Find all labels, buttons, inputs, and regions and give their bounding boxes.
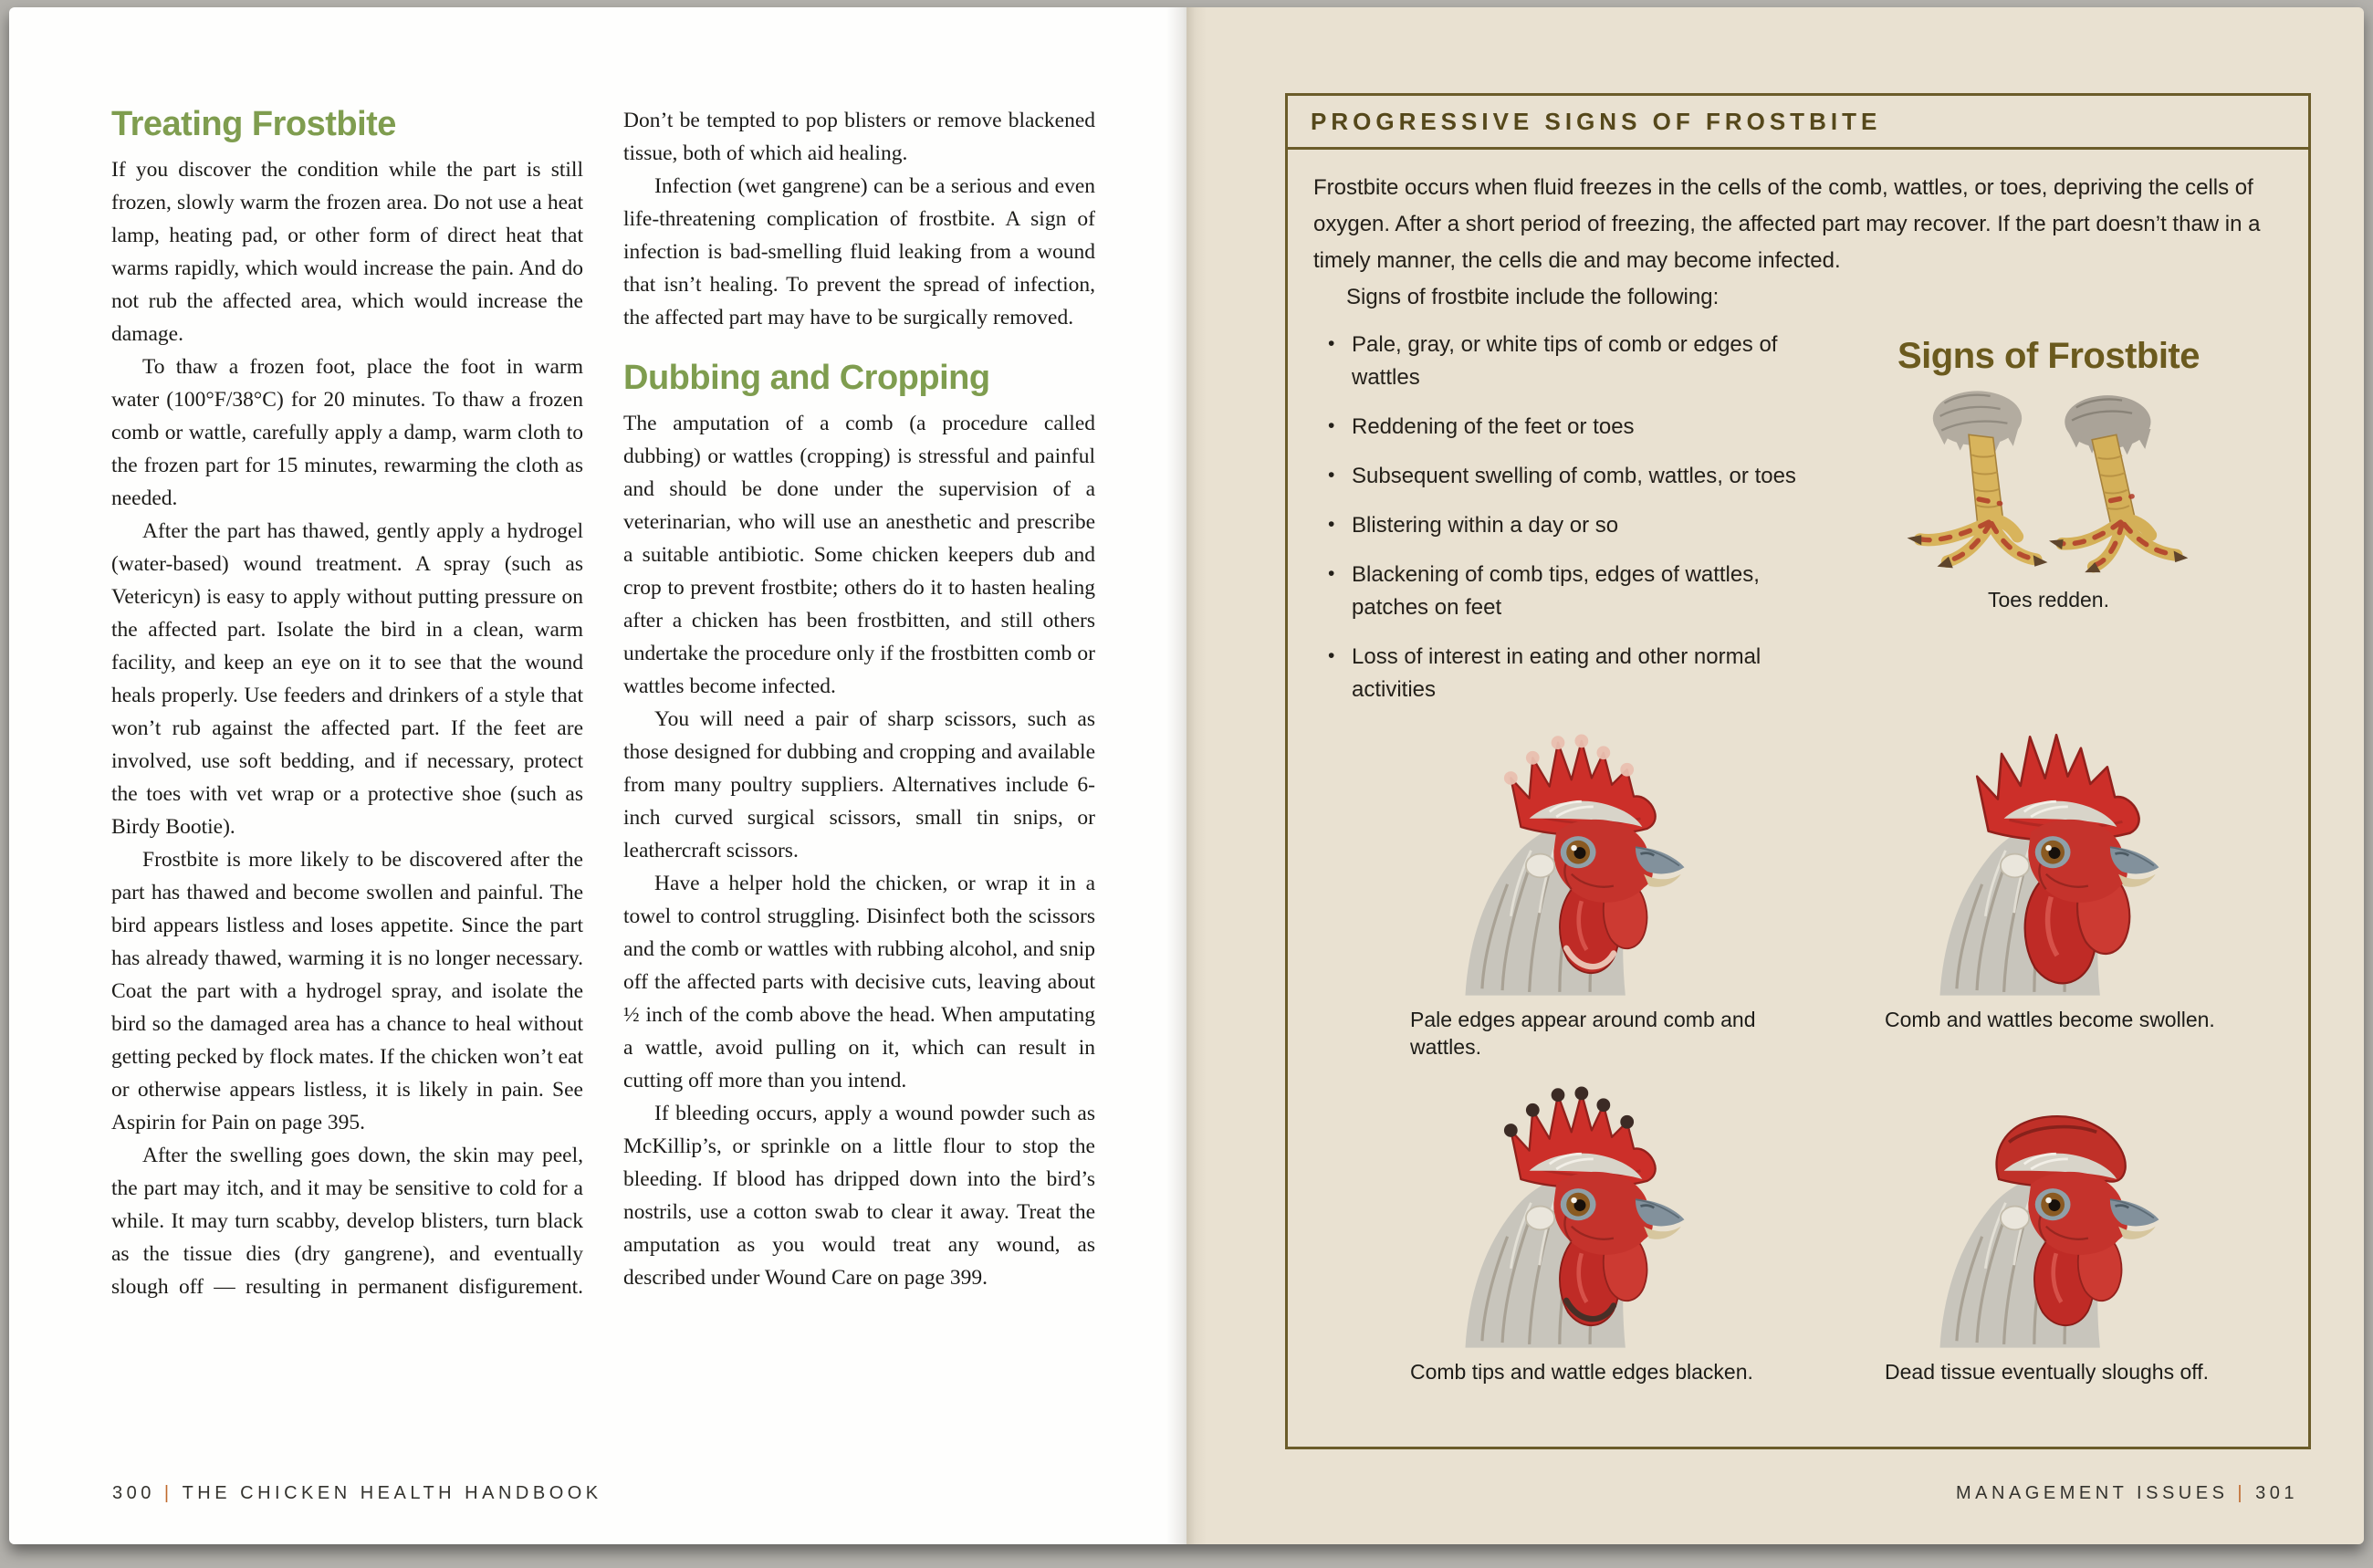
- figure-title: Signs of Frostbite: [1897, 336, 2200, 376]
- bullet-icon: •: [1328, 645, 1335, 666]
- book-spread: [9, 7, 2364, 1544]
- stage-cell: [1368, 1081, 1770, 1385]
- body-paragraph: Frostbite is more likely to be discovered after the part has thawed and become swollen and painful. The bird appears listless and loses appetite. Since the part has already thawed, warming it is no longer necessary. Coat the part with a hydrogel spray, and isolate the bird so the damaged area has a chance to heal without getting pecked by flock mates. If the chicken won’t eat or otherwise appears listless, it is likely in pain. See Aspirin for Pain on page 395.: [111, 848, 583, 1134]
- body-paragraph: Have a helper hold the chicken, or wrap it in a towel to control struggling. Disinfect both the scissors and the comb or wattles with rubbing alcohol, and snip off the affected parts with decisive cuts, leaving about ½ inch of the comb above the head. When amputating a wattle, avoid pulling on it, which can result in cutting off more than you intend.: [623, 872, 1095, 1092]
- chicken-feet-illustration: [1898, 382, 2200, 576]
- list-item: [1313, 329, 1829, 394]
- body-paragraph: The amputation of a comb (a procedure called dubbing) or wattles (cropping) is stressful and painful and should be done under the supervision of a veterinarian, who will use an anesthetic and prescribe a suitable antibiotic. Some chicken keepers dub and crop to prevent frostbite; others do it to hasten healing after a chicken has been frostbitten, and still others undertake the procedure only if the frostbitten comb or wattles become infected.: [623, 412, 1095, 698]
- body-paragraph: After the swelling goes down, the skin may peel, the part may itch, and it may be sensitive to cold for a while. It may turn scabby, develop blisters, turn black as the tissue dies (dry gangrene), and eventually slough off — resulting in permanent disfigurement. Don’t be tempted to pop blisters or remove blackened tissue, both of which aid healing.: [111, 109, 1095, 1299]
- footer-divider: |: [163, 1483, 173, 1503]
- frostbite-signs-list: [1313, 329, 1829, 723]
- list-item-text: Reddening of the feet or toes: [1352, 414, 1635, 439]
- figure-caption: Dead tissue eventually sloughs off.: [1885, 1360, 2210, 1384]
- sidebar-box: [1285, 93, 2311, 1449]
- bullet-icon: •: [1328, 415, 1335, 436]
- list-item-text: Blistering within a day or so: [1352, 513, 1619, 538]
- body-paragraph: You will need a pair of sharp scissors, such as those designed for dubbing and cropping and available from many poultry suppliers. Alternatives include 6-inch curved surgical scissors, small tin snips, or leathercraft scissors.: [623, 707, 1095, 862]
- chapter-title: MANAGEMENT ISSUES: [1956, 1483, 2229, 1503]
- sidebar-intro-paragraph: Frostbite occurs when fluid freezes in the cells of the comb, wattles, or toes, depriving the cells of oxygen. After a short period of freezing, the affected part may recover. If the part doesn’t thaw in a timely manner, the cells die and may become infected.: [1313, 175, 2261, 273]
- stage-cell: [1843, 1081, 2244, 1385]
- list-item: [1313, 460, 1829, 493]
- rooster-head-blackened-tips-illustration: [1423, 1081, 1715, 1354]
- bullet-icon: •: [1328, 333, 1335, 354]
- page-footer-right: [1956, 1483, 2298, 1504]
- rooster-head-swollen-illustration: [1897, 728, 2190, 1002]
- figure-column: [1829, 329, 2281, 723]
- rooster-head-pale-edges-illustration: [1423, 728, 1715, 1002]
- stage-cell: [1843, 728, 2244, 1061]
- bullet-icon: •: [1328, 465, 1335, 486]
- left-page: [9, 7, 1186, 1544]
- list-item-text: Pale, gray, or white tips of comb or edges of wattles: [1352, 332, 1778, 390]
- figure-caption: Comb tips and wattle edges blacken.: [1410, 1360, 1753, 1384]
- list-item-text: Loss of interest in eating and other normal activities: [1352, 644, 1761, 702]
- sidebar-list-lead: Signs of frostbite include the following:: [1346, 285, 1720, 309]
- sidebar-box-title: PROGRESSIVE SIGNS OF FROSTBITE: [1311, 107, 1882, 135]
- list-item-text: Subsequent swelling of comb, wattles, or toes: [1352, 464, 1796, 488]
- right-page: [1186, 7, 2364, 1544]
- left-page-text-columns: [111, 104, 1095, 1468]
- rooster-head-sloughed-comb-illustration: [1897, 1081, 2190, 1354]
- page-number: 301: [2255, 1483, 2298, 1503]
- list-item: [1313, 559, 1829, 624]
- body-paragraph: After the part has thawed, gently apply a hydrogel (water-based) wound treatment. A spray (such as Vetericyn) is easy to apply without putting pressure on the affected part. Isolate the bird in a clean, warm facility, and keep an eye on it to see that the wound heals properly. Use feeders and drinkers of a style that won’t rub against the affected part. If the feet are involved, use soft bedding, and if necessary, protect the toes with vet wrap or a protective shoe (such as Birdy Bootie).: [111, 519, 583, 839]
- frostbite-stages-grid: [1313, 727, 2281, 1385]
- body-paragraph: To thaw a frozen foot, place the foot in warm water (100°F/38°C) for 20 minutes. To thaw a frozen comb or wattle, carefully apply a damp, warm cloth to the frozen part for 15 minutes, rewarming the cloth as needed.: [111, 355, 583, 510]
- sidebar-box-header: [1288, 96, 2308, 150]
- list-item-text: Blackening of comb tips, edges of wattles, patches on feet: [1352, 562, 1760, 620]
- section-heading-dubbing-and-cropping: Dubbing and Cropping: [623, 359, 990, 397]
- section-heading-treating-frostbite: Treating Frostbite: [111, 105, 396, 143]
- body-paragraph: If bleeding occurs, apply a wound powder such as McKillip’s, or sprinkle on a little flour to stop the bleeding. If blood has dripped down into the bird’s nostrils, use a cotton swab to clear it away. Treat the amputation as you would treat any wound, as described under Wound Care on page 399.: [623, 1102, 1095, 1290]
- stage-cell: [1368, 728, 1770, 1061]
- list-item: [1313, 509, 1829, 542]
- list-item: [1313, 641, 1829, 706]
- body-paragraph: If you discover the condition while the part is still frozen, slowly warm the frozen area. Do not use a heat lamp, heating pad, or other form of direct heat that warms rapidly, which would increase the pain. And do not rub the affected area, which would increase the damage.: [111, 158, 583, 346]
- sidebar-columns: [1313, 329, 2281, 723]
- list-item: [1313, 411, 1829, 444]
- bullet-icon: •: [1328, 514, 1335, 535]
- figure-caption: Toes redden.: [1988, 588, 2109, 612]
- page-number: 300: [112, 1483, 155, 1503]
- footer-divider: |: [2237, 1483, 2247, 1503]
- bullet-icon: •: [1328, 563, 1335, 584]
- book-title: THE CHICKEN HEALTH HANDBOOK: [182, 1483, 602, 1503]
- body-paragraph: Infection (wet gangrene) can be a serious and even life-threatening complication of frostbite. A sign of infection is bad-smelling fluid leaking from a wound that isn’t healing. To prevent the spread of infection, the affected part may have to be surgically removed.: [623, 174, 1095, 329]
- figure-caption: Pale edges appear around comb and wattles.: [1410, 1008, 1756, 1059]
- figure-caption: Comb and wattles become swollen.: [1885, 1008, 2215, 1031]
- page-footer-left: [112, 1483, 602, 1504]
- sidebar-box-body: [1288, 150, 2308, 1385]
